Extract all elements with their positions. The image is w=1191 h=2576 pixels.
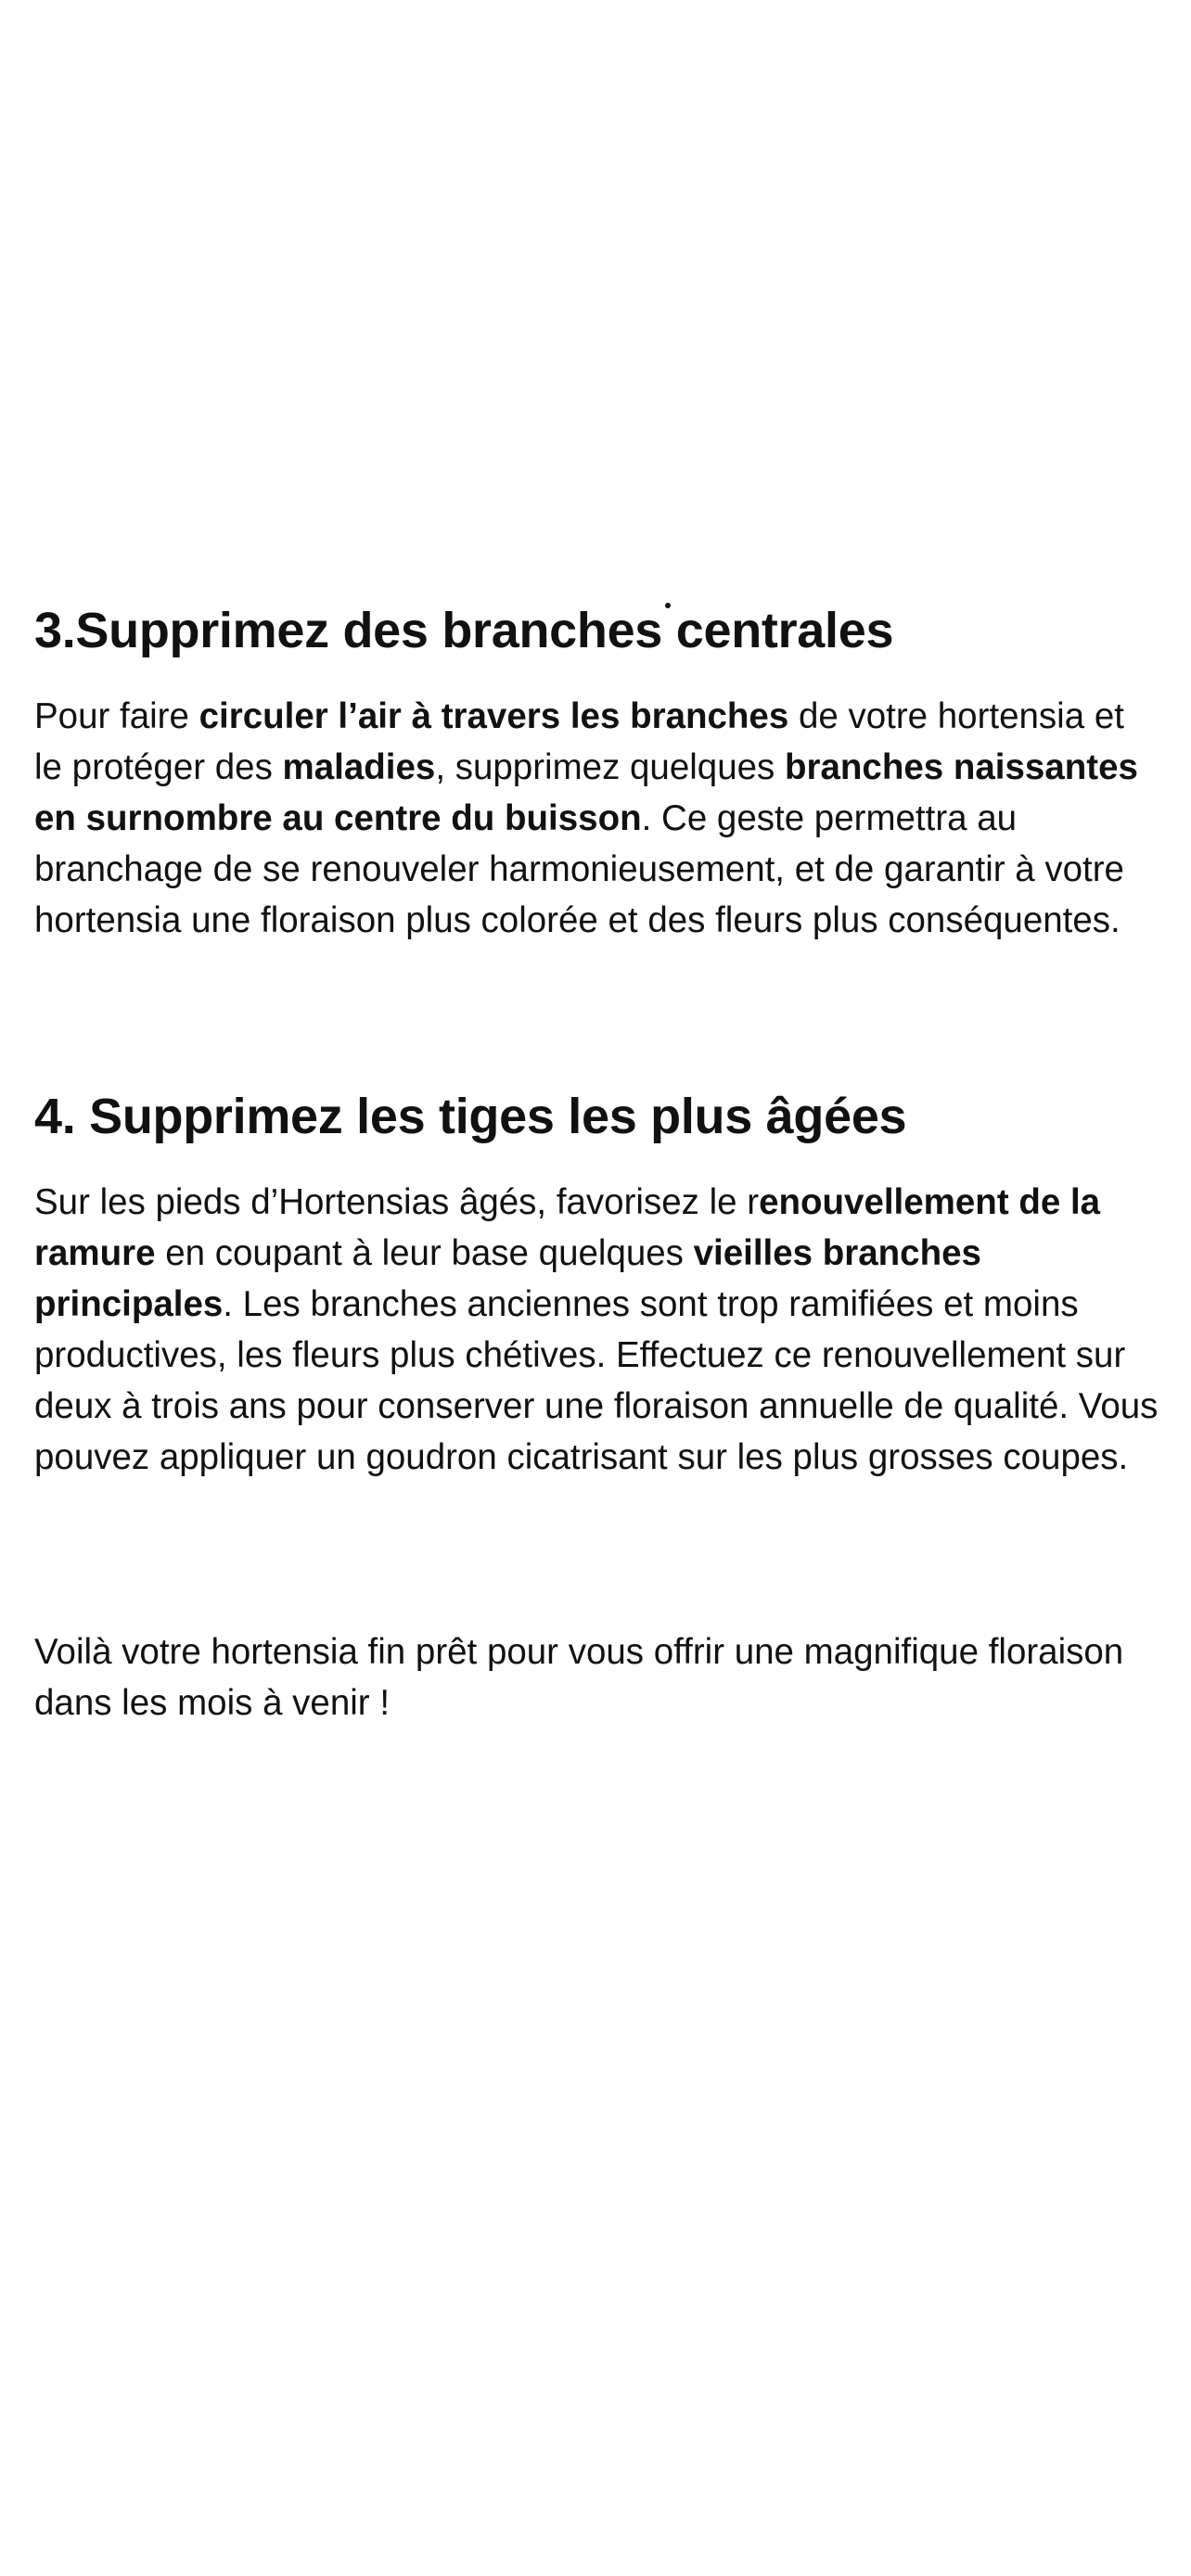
section-3-paragraph (34, 691, 1161, 946)
text-fragment: . Ce geste permettra au branchage de se renouveler harmonieusement, et de garantir à votre hortensia une floraison plus colorée et des fleurs plus conséquentes. (34, 798, 1124, 940)
emphasis-renewal: enouvellement de la ramure (34, 1182, 1101, 1273)
emphasis-diseases: maladies (282, 747, 436, 787)
emphasis-old-branches: vieilles branches principales (34, 1233, 981, 1324)
section-3-heading: 3.Supprimez des branches centrales (34, 603, 894, 658)
emphasis-center-branches: branches naissantes en surnombre au centre du buisson (34, 747, 1138, 838)
conclusion-paragraph: Voilà votre hortensia fin prêt pour vous offrir une magnifique floraison dans les mois à venir ! (34, 1632, 1124, 1723)
text-fragment: de votre hortensia et le protéger des (34, 696, 1124, 787)
text-fragment: en coupant à leur base quelques (155, 1233, 694, 1273)
section-4-heading: 4. Supprimez les tiges les plus âgées (34, 1089, 907, 1144)
section-4-paragraph (34, 1177, 1161, 1483)
text-fragment: Sur les pieds d’Hortensias âgés, favorisez le r (34, 1182, 760, 1222)
text-fragment: , supprimez quelques (435, 747, 785, 787)
text-fragment: . Les branches anciennes sont trop ramifiées et moins productives, les fleurs plus chétives. Effectuez ce renouvellement sur deux à trois ans pour conserver une floraison annuelle de qualité. Vous pouvez appliquer un goudron cicatrisant sur les plus grosses coupes. (34, 1284, 1159, 1477)
text-fragment: Pour faire (34, 696, 199, 736)
emphasis-air-circulation: circuler l’air à travers les branches (198, 696, 789, 736)
